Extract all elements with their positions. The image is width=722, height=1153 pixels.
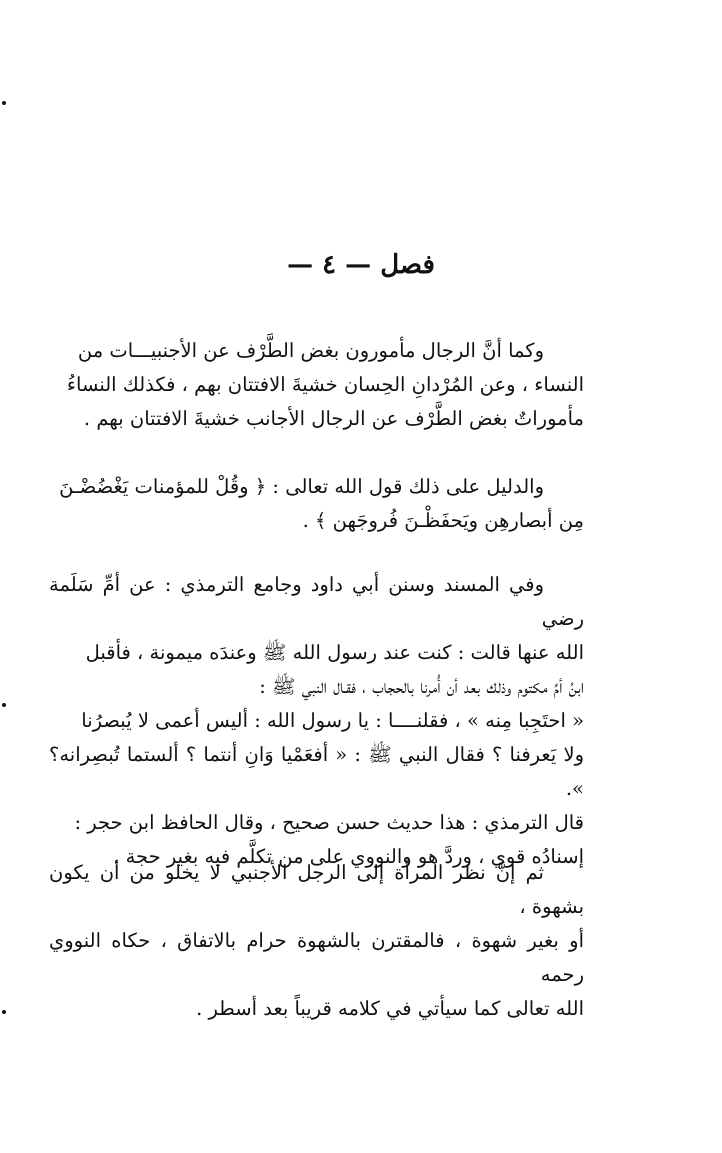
text-line: مأموراتٌ بغض الطَّرْف عن الرجال الأجانب خشيةَ الافتتان بهم . xyxy=(83,407,584,430)
text-line: إسنادُه قوي ، وردَّ هو والنووي على من تكلَّم فيه بغير حجة . xyxy=(113,845,584,868)
text-line: مِن أبصارهِن ويَحفَظْـنَ فُروجَهن ﴾ . xyxy=(302,509,584,532)
paragraph-4 xyxy=(49,856,584,1026)
margin-mark xyxy=(2,703,6,707)
paragraph-1 xyxy=(49,334,584,436)
chapter-title: فصل — ٤ — xyxy=(287,250,435,280)
text-line: ثم إنَّ نظر المرأة إلى الرجل الأجنبي لا يخلو من أن يكون بشهوة ، xyxy=(49,861,584,918)
text-line: الله عنها قالت : كنت عند رسول الله ﷺ وعندَه ميمونة ، فأقبل xyxy=(85,641,584,664)
text-line: وكما أنَّ الرجال مأمورون بغض الطَّرْف عن الأجنبيـــات من xyxy=(77,339,544,362)
margin-mark xyxy=(2,101,6,105)
text-line: وفي المسند وسنن أبي داود وجامع الترمذي : عن أمِّ سَلَمة رضي xyxy=(49,573,584,630)
text-line: أو بغير شهوة ، فالمقترن بالشهوة حرام بالاتفاق ، حكاه النووي رحمه xyxy=(49,929,584,986)
text-line: ابنُ أمِّ مكتوم وذلك بعد أن أُمرنا بالحجاب ، فقـال النبي ﷺ : xyxy=(259,675,584,698)
text-line: ولا يَعرفنا ؟ فقال النبي ﷺ : « أفعَمْيا وَانِ أنتما ؟ ألستما تُبصِرانه؟ ». xyxy=(49,743,584,800)
text-line: النساء ، وعن المُرْدانِ الحِسان خشيةَ الافتتان بهم ، فكذلك النساءُ xyxy=(66,373,584,396)
text-line: الله تعالى كما سيأتي في كلامه قريباً بعد أسطر . xyxy=(196,997,584,1020)
paragraph-2 xyxy=(49,470,584,538)
paragraph-3 xyxy=(49,568,584,874)
text-line: « احتَجِبا مِنه » ، فقلنــــا : يا رسول الله : أليس أعمى لا يُبصرُنا xyxy=(81,709,584,732)
text-line: قال الترمذي : هذا حديث حسن صحيح ، وقال الحافظ ابن حجر : xyxy=(74,811,584,834)
margin-mark xyxy=(2,1010,6,1014)
text-line: والدليل على ذلك قول الله تعالى : ﴿ وقُلْ للمؤمنات يَغْضُضْـنَ xyxy=(59,475,544,498)
